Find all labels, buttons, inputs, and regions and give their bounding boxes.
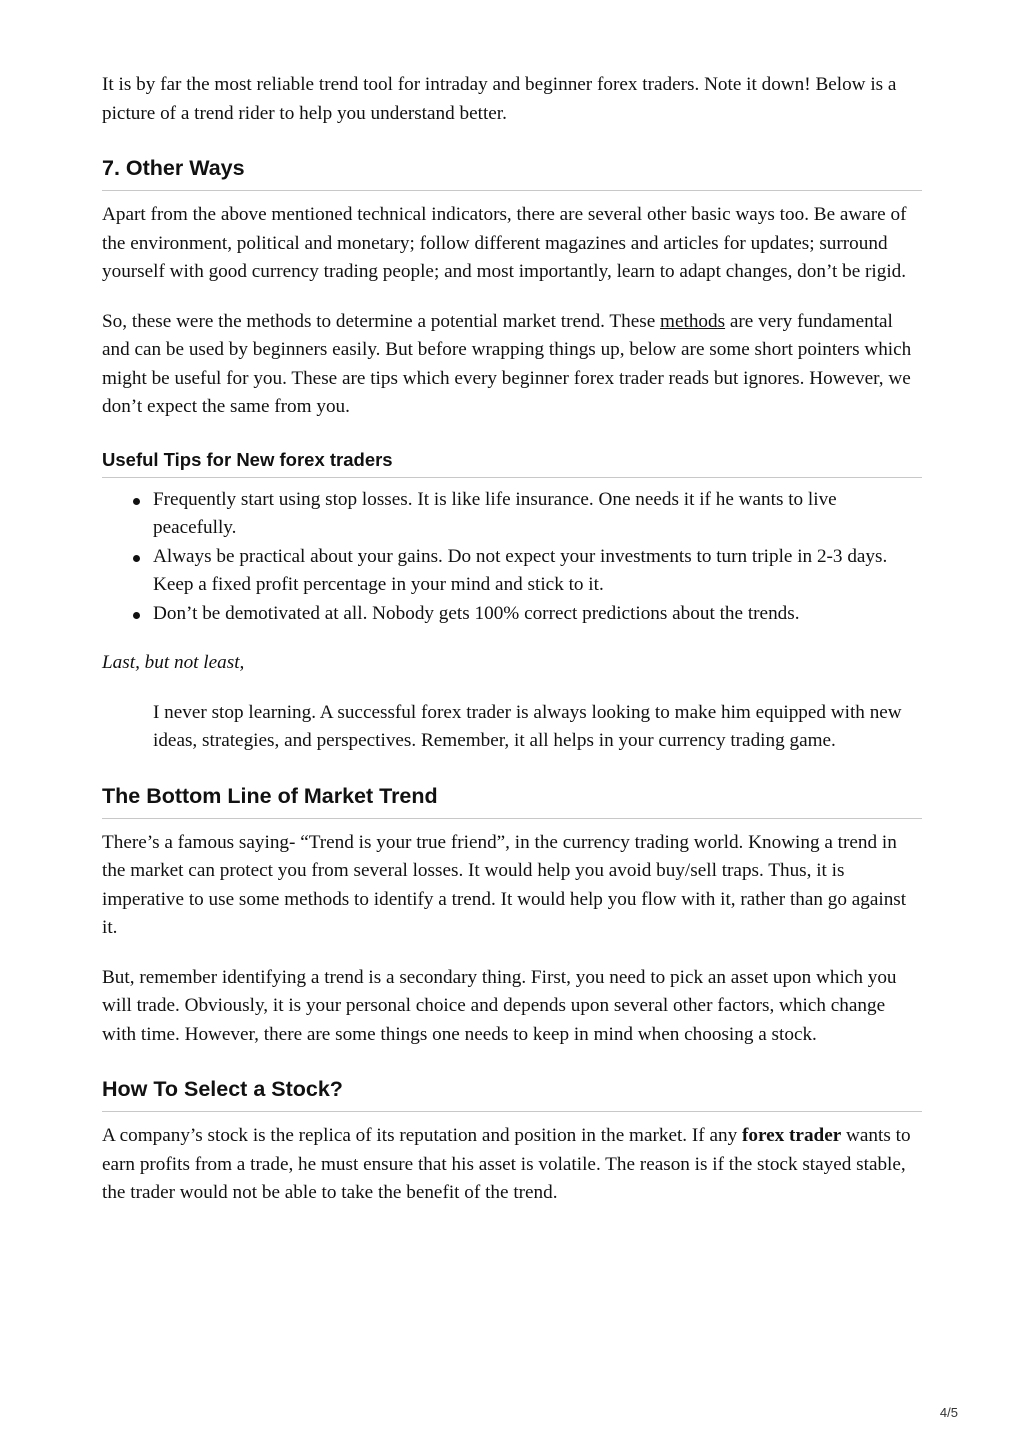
bottom-line-paragraph-1: There’s a famous saying- “Trend is your true friend”, in the currency trading world. Knowing a trend in the market can protect you from several losses. It would help you avoid buy/sell traps. Thus, it is imperative to use some methods to identify a trend. It would help you flow with it, rather than go against it.	[102, 831, 907, 938]
tips-list	[102, 486, 922, 629]
methods-link[interactable]: methods	[660, 310, 726, 332]
paragraph-text: A company’s stock is the replica of its reputation and position in the market. If any	[102, 1125, 742, 1146]
paragraph-text: are very fundamental and can be used by beginners easily. But before wrapping things up, below are some short pointers which might be useful for you. These are tips which every beginner forex trader reads but ignores. However, we don’t expect the same from you.	[102, 310, 912, 417]
other-ways-paragraph-1: Apart from the above mentioned technical indicators, there are several other basic ways too. Be aware of the environment, political and monetary; follow different magazines and articles for updates; surround yourself with good currency trading people; and most importantly, learn to adapt changes, don’t be rigid.	[102, 204, 907, 282]
list-item: Frequently start using stop losses. It is like life insurance. One needs it if he wants to live peacefully.	[153, 486, 922, 543]
list-item: Don’t be demotivated at all. Nobody gets 100% correct predictions about the trends.	[153, 600, 922, 629]
heading-other-ways: 7. Other Ways	[102, 154, 922, 191]
heading-bottom-line: The Bottom Line of Market Trend	[102, 782, 922, 819]
list-item: Always be practical about your gains. Do not expect your investments to turn triple in 2-3 days. Keep a fixed profit percentage in your mind and stick to it.	[153, 543, 922, 600]
other-ways-paragraph-2	[102, 308, 922, 422]
learning-quote: I never stop learning. A successful forex trader is always looking to make him equipped with new ideas, strategies, and perspectives. Remember, it all helps in your currency trading game.	[153, 701, 902, 751]
heading-useful-tips: Useful Tips for New forex traders	[102, 448, 922, 478]
last-but-not-least: Last, but not least,	[102, 652, 245, 673]
page-number: 4/5	[939, 1405, 958, 1420]
intro-paragraph: It is by far the most reliable trend tool for intraday and beginner forex traders. Note it down! Below is a picture of a trend rider to help you understand better.	[102, 74, 897, 124]
bottom-line-paragraph-2: But, remember identifying a trend is a secondary thing. First, you need to pick an asset upon which you will trade. Obviously, it is your personal choice and depends upon several other factors, which change with time. However, there are some things one needs to keep in mind when choosing a stock.	[102, 966, 897, 1045]
forex-trader-bold: forex trader	[741, 1125, 842, 1146]
document-page	[102, 0, 922, 1208]
heading-select-stock: How To Select a Stock?	[102, 1075, 922, 1112]
paragraph-text: wants to earn profits from a trade, he must ensure that his asset is volatile. The reason is if the stock stayed stable, the trader would not be able to take the benefit of the trend.	[102, 1125, 911, 1203]
paragraph-text: So, these were the methods to determine a potential market trend. These	[102, 310, 661, 332]
select-stock-paragraph	[102, 1122, 922, 1208]
